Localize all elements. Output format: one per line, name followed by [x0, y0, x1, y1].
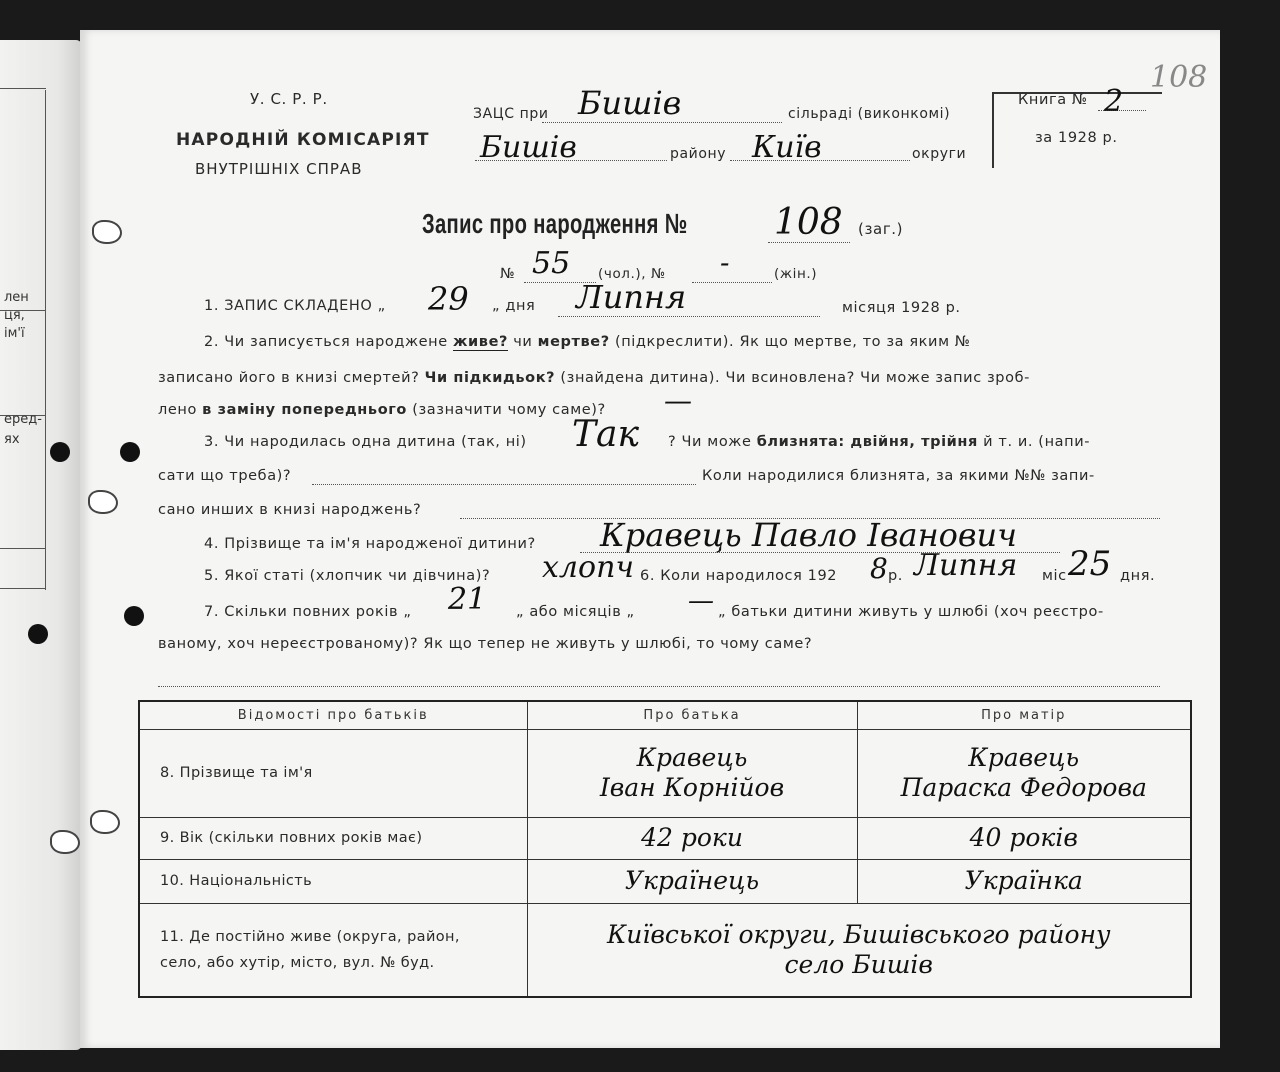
book-label: Книга № [1018, 92, 1088, 108]
item2-line3 [158, 402, 606, 418]
item3-text: й т. и. (напи- [983, 434, 1091, 450]
zags-value: Бишів [578, 84, 682, 122]
binder-hole [28, 624, 48, 644]
paper-tear [92, 812, 118, 832]
row8-mother-surname: Кравець [968, 743, 1080, 772]
row10-father: Українець [527, 859, 857, 903]
left-page-fragment: еред- [4, 412, 42, 427]
left-page-fragment: ця, [4, 308, 25, 323]
row11-label [139, 903, 527, 997]
item4-label: 4. Прізвище та ім'я народженої дитини? [204, 536, 536, 552]
item3-label: 3. Чи народилась одна дитина (так, ні) [204, 434, 527, 450]
item2-text: чи [513, 334, 533, 350]
commissariat-subtitle: ВНУТРІШНІХ СПРАВ [195, 160, 363, 178]
item3-line2b: Коли народилися близнята, за якими №№ запи- [702, 468, 1095, 484]
paper-tear [52, 832, 78, 852]
silrada-label: сільраді (виконкомі) [788, 106, 951, 122]
item3-line1 [668, 434, 1090, 450]
raion-value: Бишів [480, 130, 577, 165]
item3-line2a: сати що треба)? [158, 468, 292, 484]
row11-residence [527, 903, 1191, 997]
item5-sex: хлопч [542, 550, 635, 585]
item1-month-suffix: місяця 1928 р. [842, 300, 961, 316]
row11-residence-line: Київської округи, Бишівського району [606, 919, 1111, 949]
sub-male-number: 55 [532, 246, 571, 281]
paper-tear [90, 492, 116, 512]
sub-no-label: № [500, 266, 516, 282]
item7-line1c: „ батьки дитини живуть у шлюбі (хоч реєстро- [718, 604, 1104, 620]
item1-day-suffix: „ дня [492, 298, 536, 314]
item2-text: (зазначити чому саме)? [412, 402, 606, 418]
row9-label: 9. Вік (скільки повних років має) [139, 817, 527, 859]
item2-adopted-option: Чи всиновлена? [725, 370, 855, 386]
item7-label: 7. Скільки повних років „ [204, 604, 412, 620]
item1-day: 29 [428, 280, 469, 318]
left-page-vline [45, 90, 46, 590]
paper-tear [94, 222, 120, 242]
item2-text: лено [158, 402, 197, 418]
header-cell: Про батька [527, 701, 857, 729]
page-number: 108 [1150, 60, 1208, 95]
header-cell: Відомості про батьків [139, 701, 527, 729]
left-page-fragment: лен [4, 290, 29, 305]
item2-text: (підкреслити). Як що мертве, то за яким № [614, 334, 971, 350]
left-page-edge [0, 40, 82, 1050]
item2-text: записано його в книзі смертей? [158, 370, 420, 386]
left-page-fragment: ях [4, 432, 20, 447]
row11-label-line: 11. Де постійно живе (округа, район, [160, 928, 460, 945]
row8-father [527, 729, 857, 817]
book-year: за 1928 р. [1035, 130, 1118, 146]
table-header-row [139, 701, 1191, 729]
row8-mother-name: Параска Федорова [900, 773, 1147, 802]
republic-label: У. С. Р. Р. [250, 90, 328, 108]
table-row [139, 859, 1191, 903]
row11-label-line: село, або хутір, місто, вул. № буд. [160, 954, 435, 971]
left-page-rule [0, 588, 46, 589]
row8-mother [857, 729, 1191, 817]
form-page [80, 30, 1220, 1048]
row9-father: 42 роки [527, 817, 857, 859]
item2-dead-option: мертве? [537, 334, 610, 350]
left-page-fragment: ім'ї [4, 326, 25, 341]
header-cell: Про матір [857, 701, 1191, 729]
parents-table [138, 700, 1192, 998]
okruha-value: Київ [752, 130, 822, 165]
item6-mis: міс [1042, 568, 1067, 584]
item6-dnya: дня. [1120, 568, 1156, 584]
item6-year: 8 [870, 552, 888, 585]
sub-female-label: (жін.) [774, 266, 818, 282]
item7-months-label: „ або місяців „ [516, 604, 635, 620]
item7-months: — [688, 586, 714, 616]
sub-male-label: (чол.), № [598, 266, 666, 282]
item6-month: Липня [914, 548, 1018, 583]
item6-label: 6. Коли народилося 192 [640, 568, 838, 584]
commissariat-title: НАРОДНІЙ КОМІСАРІЯТ [176, 130, 430, 150]
item3-twins-option: близнята: двійня, трійня [756, 434, 978, 450]
table-row [139, 903, 1191, 997]
item2-line2 [158, 370, 1030, 386]
record-number: 108 [774, 202, 843, 243]
left-page-rule [0, 88, 46, 89]
item2-text: (знайдена дитина). [560, 370, 721, 386]
table-row [139, 817, 1191, 859]
book-number: 2 [1104, 84, 1124, 119]
sub-female-number: - [720, 246, 730, 279]
item3-line3: сано инших в книзі народжень? [158, 502, 422, 518]
item4-child-name: Кравець Павло Іванович [600, 516, 1018, 554]
item2-replacement-option: в заміну попереднього [202, 402, 407, 418]
item6-r: р. [888, 568, 904, 584]
zags-prefix: ЗАЦС при [473, 106, 549, 122]
row9-mother: 40 років [857, 817, 1191, 859]
item2-value: — [664, 384, 692, 417]
item5-label: 5. Якої статі (хлопчик чи дівчина)? [204, 568, 491, 584]
item7-line2: ваному, хоч нереєстрованому)? Як що тепер не живуть у шлюбі, то чому саме? [158, 636, 813, 652]
row11-residence-line: село Бишів [784, 949, 933, 979]
raion-label: району [670, 146, 727, 162]
binder-hole [50, 442, 70, 462]
item2-text: 2. Чи записується народжене [204, 334, 448, 350]
item1-label: 1. ЗАПИС СКЛАДЕНО „ [204, 298, 386, 314]
item2-foundling-option: Чи підкидьок? [424, 370, 556, 386]
okruha-label: округи [912, 146, 967, 162]
item7-years: 21 [448, 582, 487, 617]
item3-text: ? Чи може [668, 434, 752, 450]
item3-value: Так [572, 414, 639, 455]
item2-alive-option: живе? [453, 334, 509, 350]
binder-hole [120, 442, 140, 462]
row8-father-name: Іван Корнійов [599, 773, 785, 802]
table-row [139, 729, 1191, 817]
row8-label: 8. Прізвище та ім'я [139, 729, 527, 817]
item2-line1 [204, 334, 971, 350]
item2-text: Чи може запис зроб- [860, 370, 1030, 386]
item6-day: 25 [1068, 544, 1112, 584]
left-page-rule [0, 548, 46, 549]
binder-hole [124, 606, 144, 626]
record-title-suffix: (заг.) [858, 220, 904, 238]
row10-mother: Українка [857, 859, 1191, 903]
row8-father-surname: Кравець [636, 743, 748, 772]
record-title: Запис про народження № [422, 208, 688, 239]
item1-month: Липня [576, 278, 687, 316]
row10-label: 10. Національність [139, 859, 527, 903]
